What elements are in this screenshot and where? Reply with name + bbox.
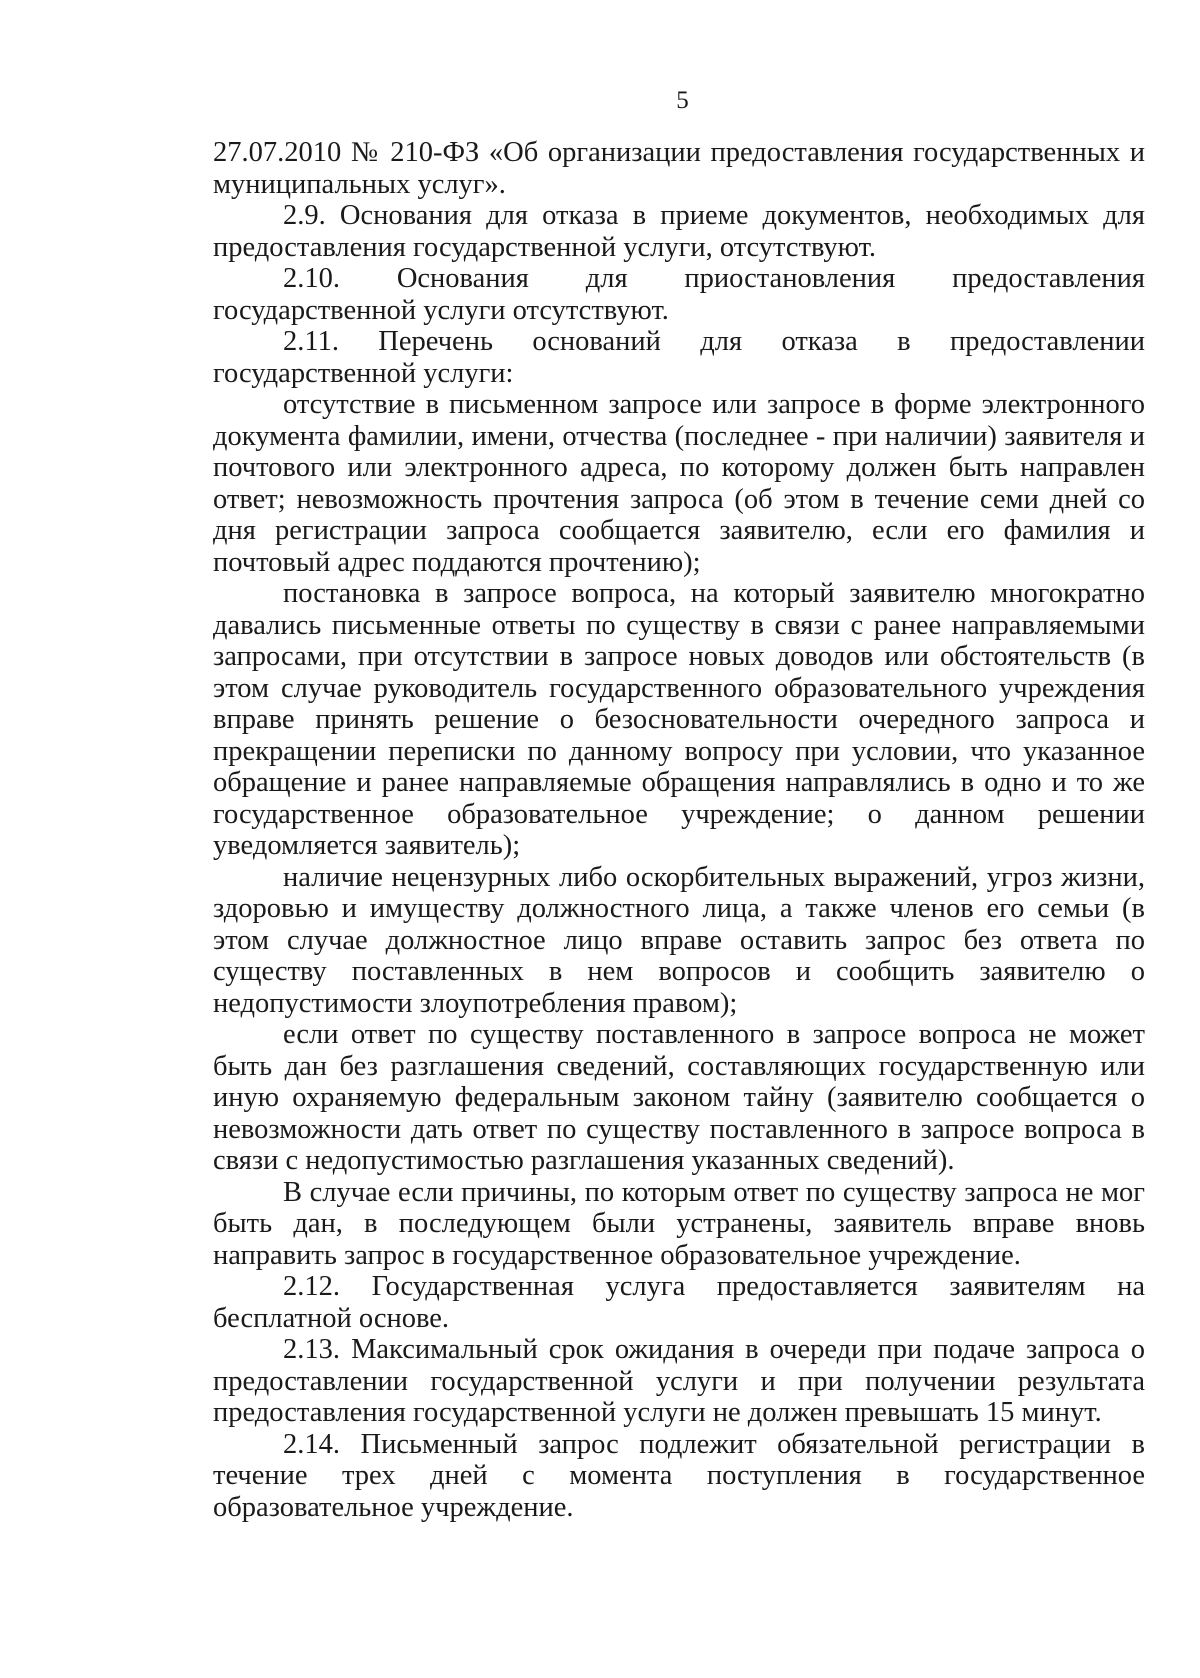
- paragraph-law-reference: 27.07.2010 № 210-ФЗ «Об организации предоставления государственных и муниципальных услуг».: [213, 137, 1145, 200]
- paragraph-2-12: 2.12. Государственная услуга предоставляется заявителям на бесплатной основе.: [213, 1271, 1145, 1334]
- paragraph-2-14: 2.14. Письменный запрос подлежит обязательной регистрации в течение трех дней с момента поступления в государственное образовательное учреждение.: [213, 1428, 1145, 1523]
- paragraph-2-13: 2.13. Максимальный срок ожидания в очереди при подаче запроса о предоставлении государственной услуги и при получении результата предоставления государственной услуги не должен превышать 15 минут.: [213, 1334, 1145, 1428]
- document-body: [213, 137, 1145, 1523]
- paragraph-2-10: 2.10. Основания для приостановления предоставления государственной услуги отсутствуют.: [213, 263, 1145, 326]
- paragraph-resubmission: В случае если причины, по которым ответ по существу запроса не мог быть дан, в последующем были устранены, заявитель вправе вновь направить запрос в государственное образовательное учреждение.: [213, 1176, 1145, 1271]
- paragraph-2-9: 2.9. Основания для отказа в приеме документов, необходимых для предоставления государственной услуги, отсутствуют.: [213, 200, 1145, 263]
- paragraph-2-11: 2.11. Перечень оснований для отказа в предоставлении государственной услуги:: [213, 326, 1145, 389]
- paragraph-refusal-secret: если ответ по существу поставленного в запросе вопроса не может быть дан без разглашения сведений, составляющих государственную или иную охраняемую федеральным законом тайну (заявителю сообщается о невозможности дать ответ по существу поставленного в запросе вопроса в связи с недопустимостью разглашения указанных сведений).: [213, 1019, 1145, 1176]
- page-number: 5: [676, 87, 689, 114]
- paragraph-refusal-missing-data: отсутствие в письменном запросе или запросе в форме электронного документа фамилии, имени, отчества (последнее - при наличии) заявителя и почтового или электронного адреса, по которому должен быть направлен ответ; невозможность прочтения запроса (об этом в течение семи дней со дня регистрации запроса сообщается заявителю, если его фамилия и почтовый адрес поддаются прочтению);: [213, 389, 1145, 578]
- paragraph-refusal-offensive: наличие нецензурных либо оскорбительных выражений, угроз жизни, здоровью и имуществу должностного лица, а также членов его семьи (в этом случае должностное лицо вправе оставить запрос без ответа по существу поставленных в нем вопросов и сообщить заявителю о недопустимости злоупотребления правом);: [213, 861, 1145, 1019]
- paragraph-refusal-repeated-question: постановка в запросе вопроса, на который заявителю многократно давались письменные ответы по существу в связи с ранее направляемыми запросами, при отсутствии в запросе новых доводов или обстоятельств (в этом случае руководитель государственного образовательного учреждения вправе принять решение о безосновательности очередного запроса и прекращении переписки по данному вопросу при условии, что указанное обращение и ранее направляемые обращения направлялись в одно и то же государственное образовательное учреждение; о данном решении уведомляется заявитель);: [213, 578, 1145, 861]
